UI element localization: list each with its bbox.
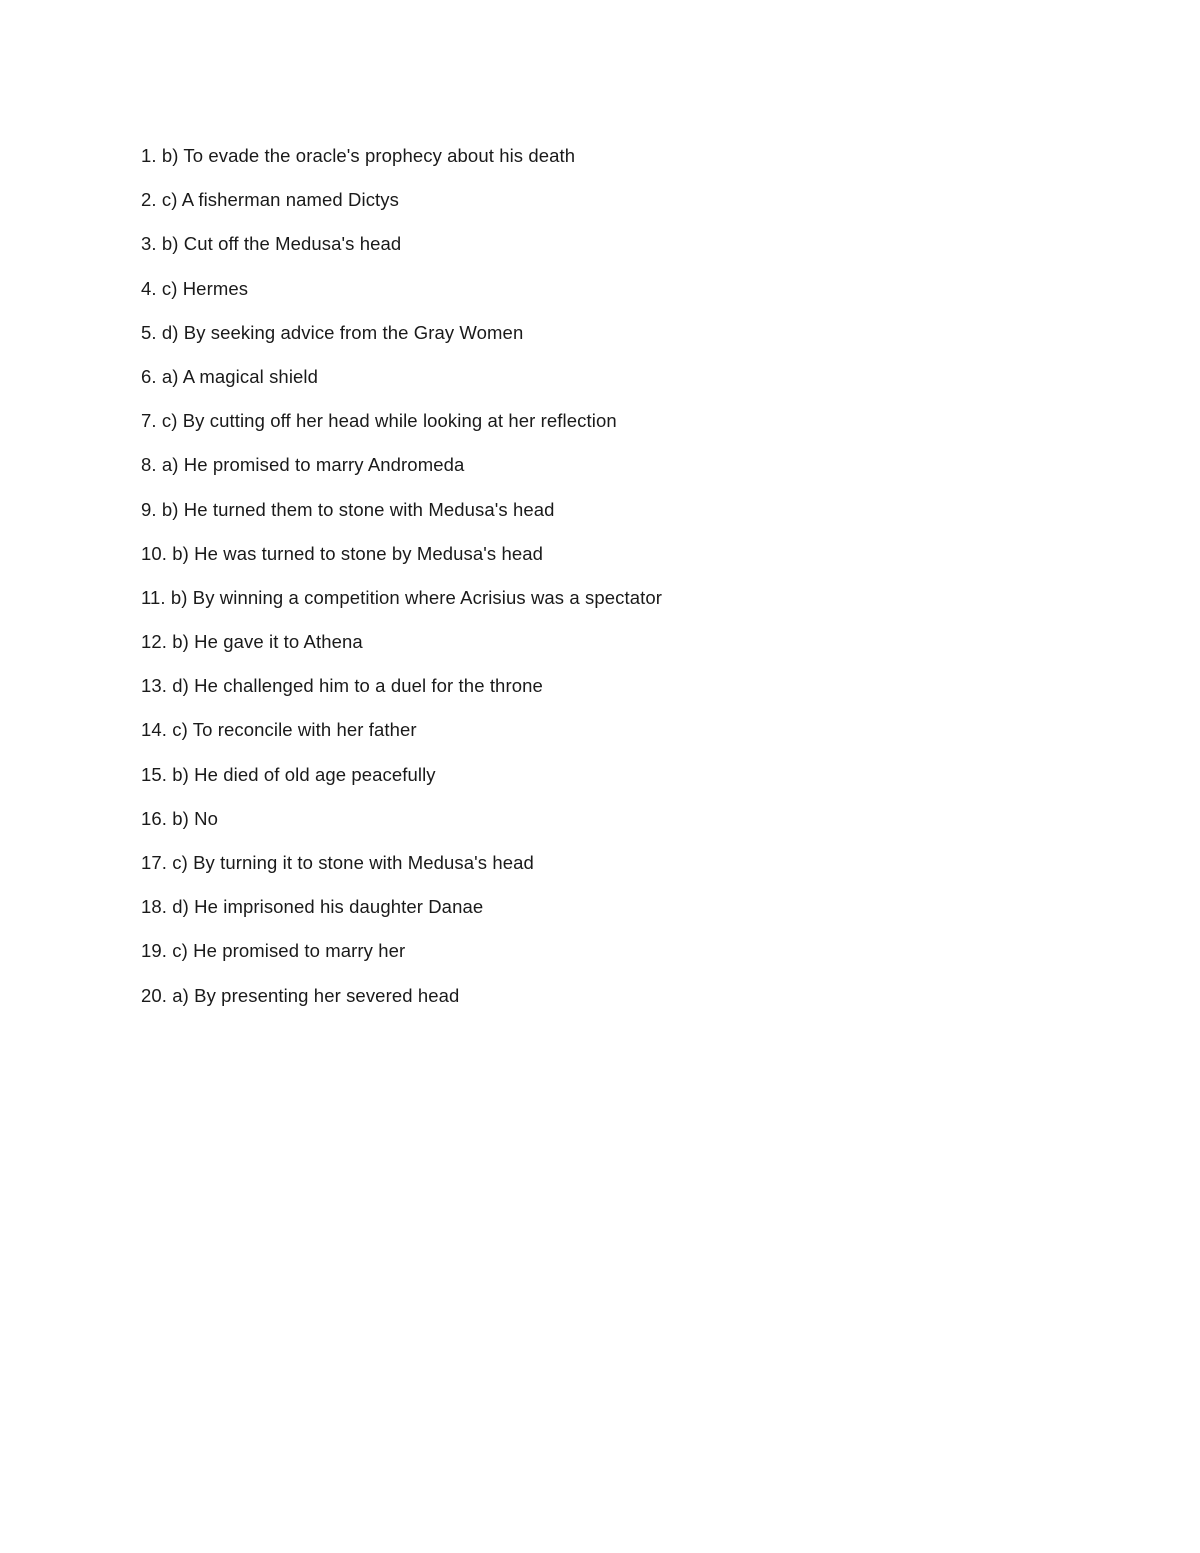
answer-item-11: 11. b) By winning a competition where Acrisius was a spectator: [141, 586, 663, 608]
answer-key-list: [141, 142, 662, 1026]
answer-item-6: 6. a) A magical shield: [141, 365, 319, 387]
answer-item-2: 2. c) A fisherman named Dictys: [141, 189, 399, 211]
answer-item-12: 12. b) He gave it to Athena: [141, 631, 363, 653]
answer-item-17: 17. c) By turning it to stone with Medusa's head: [141, 852, 534, 873]
answer-item-16: 16. b) No: [141, 807, 218, 829]
answer-item-10: 10. b) He was turned to stone by Medusa's head: [141, 542, 544, 564]
answer-item-20: 20. a) By presenting her severed head: [141, 984, 460, 1006]
answer-item-8: 8. a) He promised to marry Andromeda: [141, 454, 465, 476]
answer-item-15: 15. b) He died of old age peacefully: [141, 763, 436, 785]
answer-item-7: 7. c) By cutting off her head while looking at her reflection: [141, 410, 617, 432]
answer-item-9: 9. b) He turned them to stone with Medusa's head: [141, 498, 555, 520]
answer-item-13: 13. d) He challenged him to a duel for the throne: [141, 675, 543, 697]
answer-item-5: 5. d) By seeking advice from the Gray Women: [141, 321, 524, 343]
answer-item-18: 18. d) He imprisoned his daughter Danae: [141, 896, 484, 918]
answer-item-1: 1. b) To evade the oracle's prophecy about his death: [141, 145, 576, 166]
answer-item-3: 3. b) Cut off the Medusa's head: [141, 233, 402, 255]
answer-item-19: 19. c) He promised to marry her: [141, 940, 406, 962]
answer-item-14: 14. c) To reconcile with her father: [141, 719, 417, 741]
answer-item-4: 4. c) Hermes: [141, 277, 249, 299]
